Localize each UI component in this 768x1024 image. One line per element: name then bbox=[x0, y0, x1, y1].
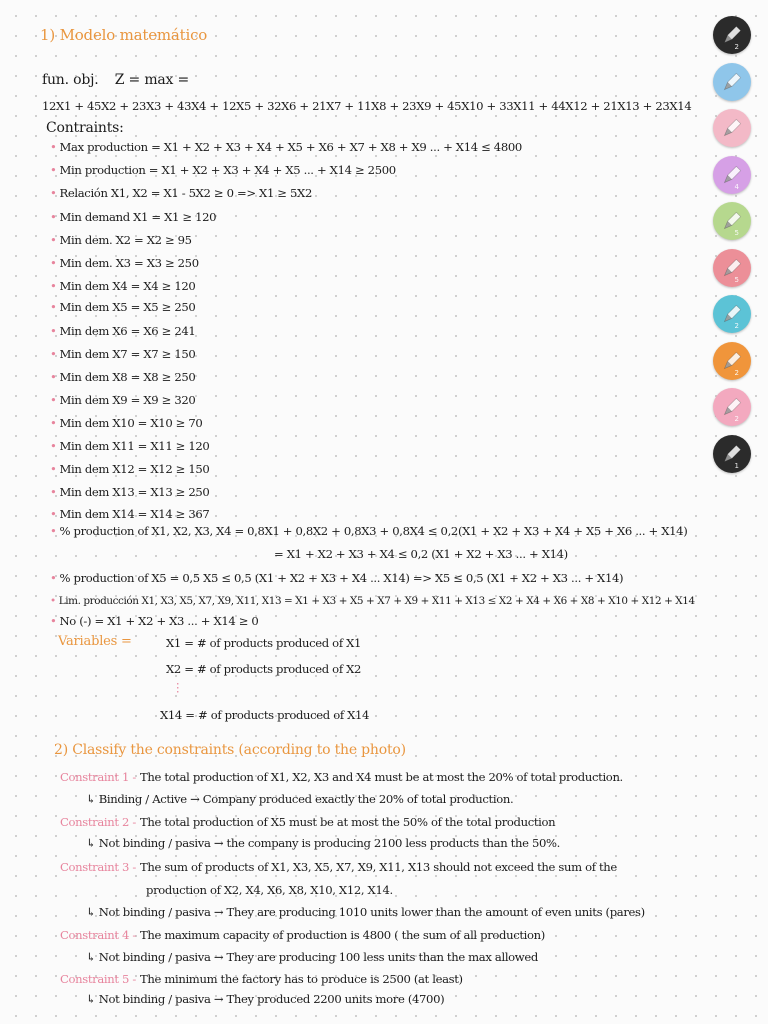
bullet: • bbox=[50, 393, 57, 407]
pen-swatch-7[interactable] bbox=[713, 295, 751, 333]
constraint-1 bbox=[50, 140, 522, 154]
constraint-14 bbox=[50, 439, 209, 453]
pen-number: 2 bbox=[734, 322, 739, 330]
pct-line-3: • % production of X5 = 0,5 X5 ≤ 0,5 (X1 + X2 + X3 + X4 ... X14) => X5 ≤ 0,5 (X1 + X2 + X3 ... + X14) bbox=[50, 571, 624, 585]
constraint-label: Constraint 3 - bbox=[60, 860, 136, 874]
constraint-2-description bbox=[60, 815, 555, 829]
constraint-text: Min demand X1 = X1 ≥ 120 bbox=[59, 210, 217, 224]
pen-swatch-9[interactable] bbox=[713, 388, 751, 426]
constraint-label: Constraint 4 - bbox=[60, 928, 136, 942]
pen-icon bbox=[719, 208, 745, 234]
pen-icon bbox=[719, 22, 745, 48]
constraint-label: Constraint 1 - bbox=[60, 770, 136, 784]
constraint-text: Min dem X4 = X4 ≥ 120 bbox=[59, 279, 196, 293]
pen-swatch-8[interactable] bbox=[713, 342, 751, 380]
bullet: • bbox=[50, 140, 57, 154]
constraint-text: Min dem X13 = X13 ≥ 250 bbox=[59, 485, 210, 499]
constraint-text: Min dem X10 = X10 ≥ 70 bbox=[59, 416, 203, 430]
constraint-text: Min dem X6 = X6 ≥ 241 bbox=[59, 324, 196, 338]
pct-line-2: = X1 + X2 + X3 + X4 ≤ 0,2 (X1 + X2 + X3 ... + X14) bbox=[274, 547, 568, 561]
pen-icon bbox=[719, 162, 745, 188]
pen-icon bbox=[719, 394, 745, 420]
pen-swatch-4[interactable] bbox=[713, 156, 751, 194]
constraint-9 bbox=[50, 324, 195, 338]
bullet: • bbox=[50, 256, 57, 270]
pct-line-1: • % production of X1, X2, X3, X4 = 0,8X1 + 0,8X2 + 0,8X3 + 0,8X4 ≤ 0,2(X1 + X2 + X3 + X4 + X5 + X6 ... + X14) bbox=[50, 524, 688, 538]
bullet: • bbox=[50, 163, 57, 177]
constraint-3-description bbox=[60, 860, 617, 874]
constraint-3-classification: ↳ Not binding / pasiva → They are producing 1010 units lower than the amount of even units (pares) bbox=[86, 905, 645, 919]
constraint-5-classification: ↳ Not binding / pasiva → They produced 2200 units more (4700) bbox=[86, 992, 445, 1006]
constraint-8 bbox=[50, 300, 195, 314]
constraint-13 bbox=[50, 416, 202, 430]
pen-swatch-5[interactable] bbox=[713, 202, 751, 240]
constraint-5 bbox=[50, 233, 192, 247]
objective-line bbox=[42, 72, 189, 88]
constraint-4 bbox=[50, 210, 216, 224]
constraint-text: Min dem. X2 = X2 ≥ 95 bbox=[59, 233, 192, 247]
constraint-text: Min dem X11 = X11 ≥ 120 bbox=[59, 439, 210, 453]
objective-expression: 12X1 + 45X2 + 23X3 + 43X4 + 12X5 + 32X6 + 21X7 + 11X8 + 23X9 + 45X10 + 33X11 + 44X12 + 21X13 + 23X14 bbox=[42, 99, 692, 113]
pen-number: 5 bbox=[734, 229, 739, 237]
pen-icon bbox=[719, 441, 745, 467]
pen-number: 4 bbox=[734, 182, 739, 191]
pen-number: 5 bbox=[734, 275, 739, 284]
objective-label: fun. obj. bbox=[42, 72, 99, 88]
constraint-text: Min dem X9 = X9 ≥ 320 bbox=[59, 393, 196, 407]
variable-2: X2 = # of products produced of X2 bbox=[166, 662, 362, 676]
constraint-4-classification: ↳ Not binding / pasiva → They are producing 100 less units than the max allowed bbox=[86, 950, 538, 964]
pen-swatch-1[interactable] bbox=[713, 16, 751, 54]
pen-swatch-2[interactable] bbox=[713, 63, 751, 101]
objective-z: Z = max = bbox=[114, 72, 190, 88]
pen-icon bbox=[719, 348, 745, 374]
pen-number: 2 bbox=[734, 43, 739, 51]
constraint-text: Min dem. X3 = X3 ≥ 250 bbox=[59, 256, 199, 270]
constraint-6 bbox=[50, 256, 199, 270]
constraint-label: Constraint 2 - bbox=[60, 815, 136, 829]
constraint-7 bbox=[50, 279, 195, 293]
bullet: • bbox=[50, 485, 57, 499]
bullet: • bbox=[50, 507, 57, 521]
constraint-text: Min dem X14 = X14 ≥ 367 bbox=[59, 507, 210, 521]
bullet: • bbox=[50, 462, 57, 476]
variable-ellipsis: ⋮ bbox=[172, 680, 184, 694]
constraint-10 bbox=[50, 347, 195, 361]
constraint-text: Min dem X8 = X8 ≥ 250 bbox=[59, 370, 196, 384]
bullet: • bbox=[50, 347, 57, 361]
pen-number: 2 bbox=[734, 415, 739, 423]
bullet: • bbox=[50, 233, 57, 247]
pen-icon bbox=[719, 301, 745, 327]
pen-swatch-10[interactable] bbox=[713, 435, 751, 473]
constraint-description-text: The sum of products of X1, X3, X5, X7, X9, X11, X13 should not exceed the sum of the bbox=[139, 860, 617, 874]
constraint-15 bbox=[50, 462, 209, 476]
section2-heading: 2) Classify the constraints (according to the photo) bbox=[54, 742, 406, 758]
constraint-2 bbox=[50, 163, 396, 177]
pen-icon bbox=[719, 69, 745, 95]
pen-icon bbox=[719, 255, 745, 281]
nonnegativity-line: • No (-) = X1 + X2 + X3 ... + X14 ≥ 0 bbox=[50, 614, 259, 628]
constraint-description-continued: production of X2, X4, X6, X8, X10, X12, X14. bbox=[146, 883, 393, 897]
bullet: • bbox=[50, 324, 57, 338]
constraint-1-description bbox=[60, 770, 623, 784]
constraint-11 bbox=[50, 370, 195, 384]
bullet: • bbox=[50, 279, 57, 293]
bullet: • bbox=[50, 186, 57, 200]
constraint-text: Relación X1, X2 = X1 - 5X2 ≥ 0 => X1 ≥ 5X2 bbox=[59, 186, 312, 200]
pen-swatch-6[interactable] bbox=[713, 249, 751, 287]
bullet: • bbox=[50, 300, 57, 314]
constraint-text: Max production = X1 + X2 + X3 + X4 + X5 + X6 + X7 + X8 + X9 ... + X14 ≤ 4800 bbox=[59, 140, 522, 154]
bullet: • bbox=[50, 416, 57, 430]
constraint-2-classification: ↳ Not binding / pasiva → the company is producing 2100 less products than the 50%. bbox=[86, 836, 561, 850]
constraint-description-text: The minimum the factory has to produce is 2500 (at least) bbox=[139, 972, 463, 986]
constraint-16 bbox=[50, 485, 209, 499]
variable-14: X14 = # of products produced of X14 bbox=[160, 708, 370, 722]
variables-label: Variables = bbox=[58, 634, 132, 649]
pen-number: 1 bbox=[734, 461, 739, 470]
constraint-description-text: The maximum capacity of production is 4800 ( the sum of all production) bbox=[139, 928, 545, 942]
constraint-3 bbox=[50, 186, 312, 200]
constraint-12 bbox=[50, 393, 195, 407]
constraint-text: Min dem X12 = X12 ≥ 150 bbox=[59, 462, 210, 476]
section1-heading: 1) Modelo matemático bbox=[40, 26, 208, 44]
variable-1: X1 = # of products produced of X1 bbox=[166, 636, 362, 650]
bullet: • bbox=[50, 210, 57, 224]
constraint-description-text: The total production of X5 must be at most the 50% of the total production bbox=[139, 815, 556, 829]
constraint-text: Min dem X5 = X5 ≥ 250 bbox=[59, 300, 196, 314]
constraint-1-classification: ↳ Binding / Active → Company produced exactly the 20% of total production. bbox=[86, 792, 514, 806]
bullet: • bbox=[50, 439, 57, 453]
pen-swatch-3[interactable] bbox=[713, 109, 751, 147]
pen-number: 2 bbox=[734, 368, 739, 377]
constraints-label: Contraints: bbox=[46, 120, 124, 136]
constraint-description-text: The total production of X1, X2, X3 and X4 must be at most the 20% of total production. bbox=[139, 770, 623, 784]
lim-production-line: • Lim. producción X1, X3, X5, X7, X9, X11, X13 = X1 + X3 + X5 + X7 + X9 + X11 + X13 ≤ X2 + X4 + X6 + X8 + X10 + X12 + X14 bbox=[50, 595, 695, 607]
constraint-4-description bbox=[60, 928, 545, 942]
constraint-label: Constraint 5 - bbox=[60, 972, 136, 986]
constraint-text: Min dem X7 = X7 ≥ 150 bbox=[59, 347, 196, 361]
constraint-5-description bbox=[60, 972, 463, 986]
constraint-text: Min production = X1 + X2 + X3 + X4 + X5 ... + X14 ≥ 2500 bbox=[59, 163, 396, 177]
constraint-17 bbox=[50, 507, 209, 521]
pen-icon bbox=[719, 115, 745, 141]
bullet: • bbox=[50, 370, 57, 384]
